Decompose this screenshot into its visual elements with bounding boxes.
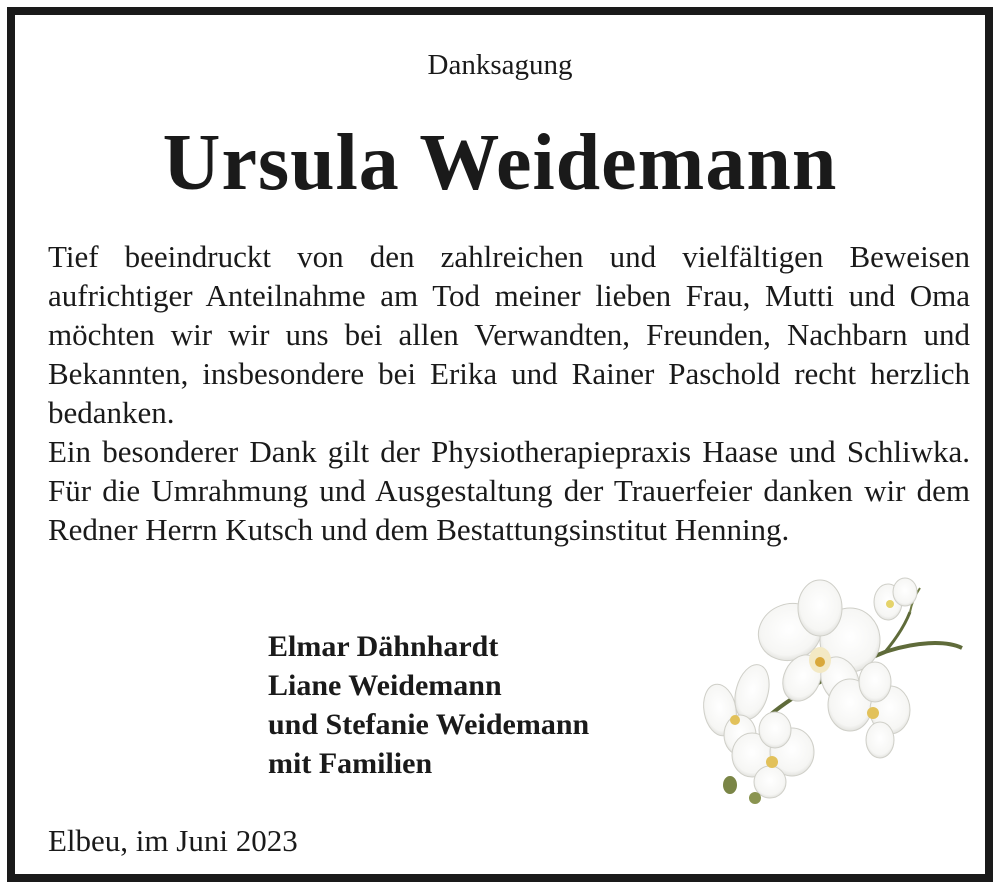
signer-line: mit Familien [268,747,433,780]
signer-line: Liane Weidemann [268,669,502,702]
orchid-image [690,570,965,805]
thank-you-text [48,237,970,549]
thank-you-paragraph: Tief beeindruckt von den zahlreichen und vielfältigen Beweisen aufrichtiger Anteilnahme am Tod meiner lieben Frau, Mutti und Oma möchten wir wir uns bei allen Verwandten, Freunden, Nachbarn und Bekannten, insbesondere bei Erika und Rainer Paschold recht herzlich bedanken. [48,239,970,430]
signer-line: Elmar Dähnhardt [268,630,499,663]
thank-you-paragraph: Ein besonderer Dank gilt der Physiotherapiepraxis Haase und Schliwka. Für die Umrahmung und Ausgestaltung der Trauerfeier danken wir dem Redner Herrn Kutsch und dem Bestattungsinstitut Henning. [48,434,970,547]
obituary-notice [7,7,993,882]
deceased-name: Ursula Weidemann [162,119,838,207]
notice-heading: Danksagung [427,49,573,81]
signer-line: und Stefanie Weidemann [268,708,590,741]
place-and-date: Elbeu, im Juni 2023 [48,823,298,858]
signers-list [268,627,589,783]
